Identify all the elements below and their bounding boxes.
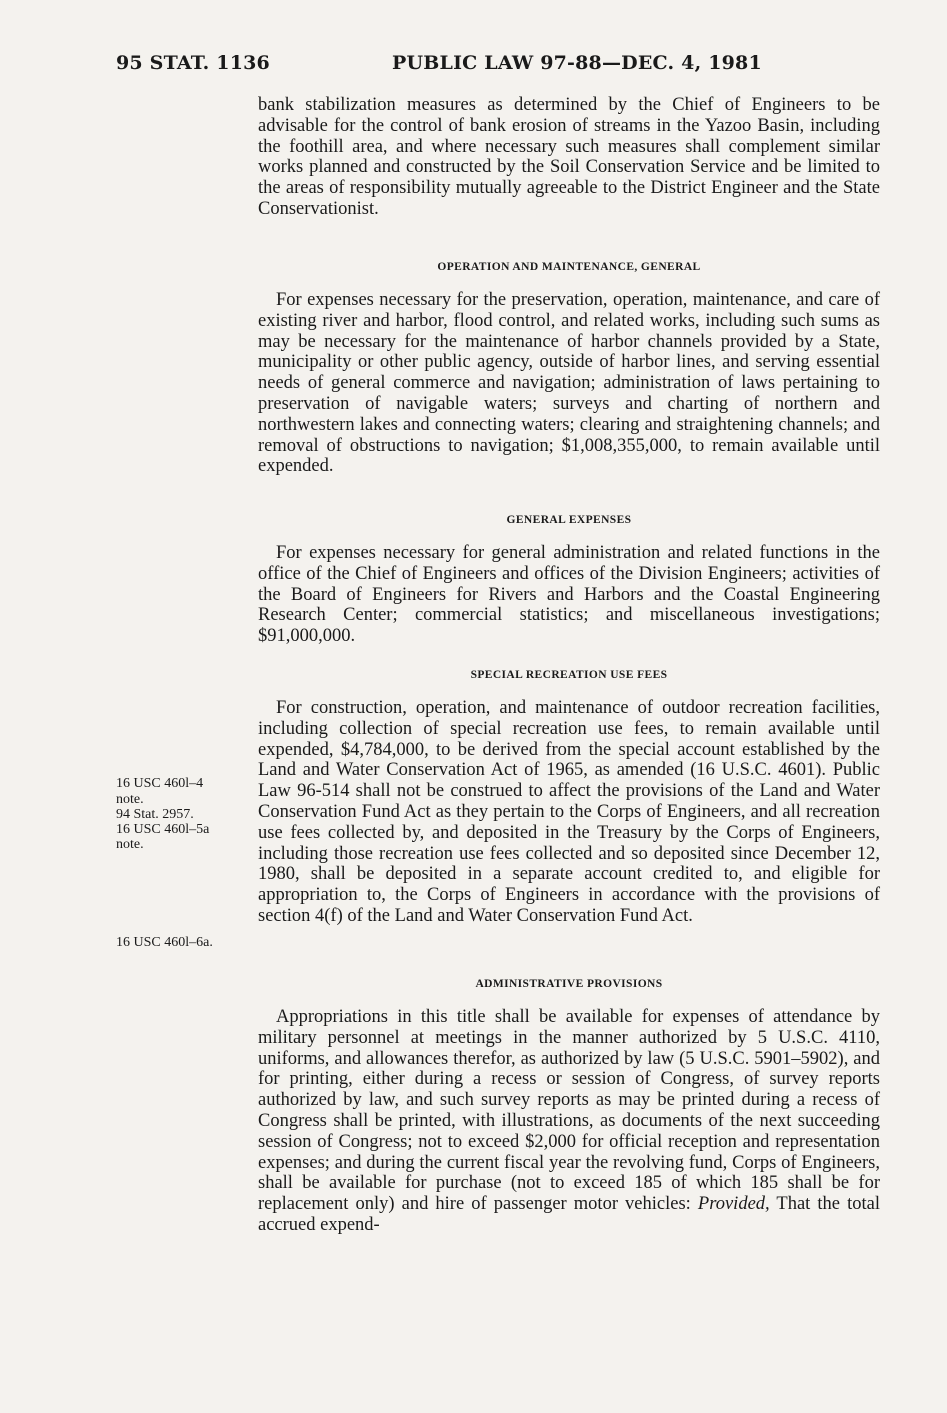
section-special-recreation-body (258, 698, 880, 927)
margin-note: 16 USC 460l–4 (116, 776, 204, 791)
statute-reference: 95 STAT. 1136 (116, 52, 270, 74)
margin-note: note. (116, 837, 144, 852)
section-general-expenses-body (258, 543, 880, 647)
section-operation-maintenance (258, 257, 880, 278)
intro-paragraph-block (258, 95, 880, 220)
section-special-recreation (258, 665, 880, 686)
margin-note: note. (116, 792, 144, 807)
margin-note: 94 Stat. 2957. (116, 807, 194, 822)
section-heading: SPECIAL RECREATION USE FEES (470, 669, 668, 681)
section-heading: OPERATION AND MAINTENANCE, GENERAL (437, 261, 701, 273)
section-heading: GENERAL EXPENSES (506, 514, 632, 526)
section-administrative-provisions (258, 974, 880, 995)
margin-note: 16 USC 460l–6a. (116, 935, 213, 950)
section-paragraph (258, 1007, 880, 1236)
section-heading: ADMINISTRATIVE PROVISIONS (475, 978, 663, 990)
section-general-expenses (258, 510, 880, 531)
section-paragraph: For expenses necessary for the preservation, operation, maintenance, and care of existing river and harbor, flood control, and related works, including such sums as may be necessary for the maintenance of harbor channels provided by a State, municipality or other public agency, outside of harbor lines, and serving essential needs of general commerce and navigation; administration of laws pertaining to preservation of navigable waters; surveys and charting of northern and northwestern lakes and connecting waters; clearing and straightening channels; and removal of obstructions to navigation; $1,008,355,000, to remain available until expended. (258, 290, 880, 477)
section-paragraph: For expenses necessary for general administration and related functions in the office of the Chief of Engineers and offices of the Division Engineers; activities of the Board of Engineers for Rivers and Harbors and the Coastal Engineering Research Center; commercial statistics; and miscellaneous investigations; $91,000,000. (258, 543, 880, 647)
proviso-italic: Provided, (697, 1194, 770, 1215)
margin-note: 16 USC 460l–5a (116, 822, 210, 837)
section-administrative-provisions-body (258, 1007, 880, 1236)
law-title: PUBLIC LAW 97-88—DEC. 4, 1981 (392, 52, 762, 74)
section-paragraph: For construction, operation, and maintenance of outdoor recreation facilities, including collection of special recreation use fees, to remain available until expended, $4,784,000, to be derived from the special account established by the Land and Water Conservation Act of 1965, as amended (16 U.S.C. 4601). Public Law 96-514 shall not be construed to affect the provisions of the Land and Water Conservation Fund Act as they pertain to the Corps of Engineers, and all recreation use fees collected by, and deposited in the Treasury by the Corps of Engineers, including those recreation use fees collected and so deposited since December 12, 1980, shall be deposited in a separate account credited to, and eligible for appropriation to, the Corps of Engineers in accordance with the provisions of section 4(f) of the Land and Water Conservation Fund Act. (258, 698, 880, 926)
paragraph-text-continued: That the total accrued expend- (258, 1194, 880, 1235)
page-header (116, 52, 887, 82)
intro-paragraph: bank stabilization measures as determined by the Chief of Engineers to be advisable for the control of bank erosion of streams in the Yazoo Basin, including the foothill area, and where necessary such measures shall complement similar works planned and constructed by the Soil Conservation Service and be limited to the areas of responsibility mutually agreeable to the District Engineer and the State Conservationist. (258, 95, 880, 219)
section-operation-maintenance-body (258, 290, 880, 477)
paragraph-text: Appropriations in this title shall be available for expenses of attendance by military personnel at meetings in the manner authorized by 5 U.S.C. 4110, uniforms, and allowances therefor, as authorized by law (5 U.S.C. 5901–5902), and for printing, either during a recess or session of Congress, of survey reports authorized by law, and such survey reports as may be printed during a recess of Congress shall be printed, with illustrations, as documents of the next succeeding session of Congress; not to exceed $2,000 for official reception and representation expenses; and during the current fiscal year the revolving fund, Corps of Engineers, shall be available for purchase (not to exceed 185 of which 185 shall be for replacement only) and hire of passenger motor vehicles: (258, 1007, 880, 1215)
